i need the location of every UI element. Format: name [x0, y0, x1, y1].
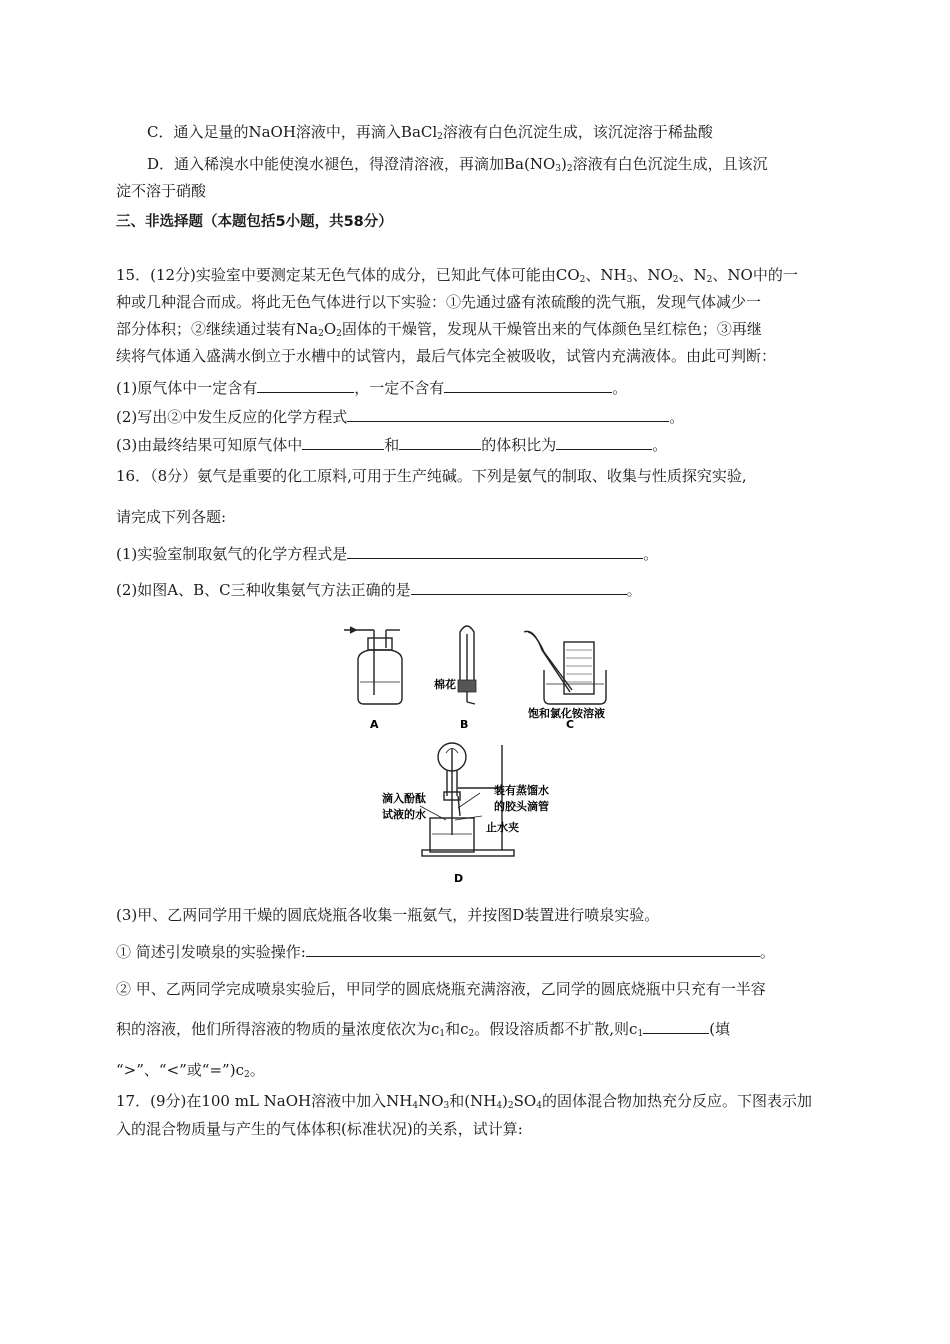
q15-line3: 部分体积；②继续通过装有$Na_2O_2$固体的干燥管，发现从干燥管出来的气体颜色呈红棕色；③再继: [116, 320, 762, 339]
option-d: D．通入稀溴水中能使溴水褪色，得澄清溶液，再滴加$Ba(NO_3)_2$溶液有白色沉淀生成，且该沉: [147, 155, 768, 174]
q16-part3: (3)甲、乙两同学用干燥的圆底烧瓶各收集一瓶氨气，并按图D装置进行喷泉实验。: [116, 906, 660, 924]
option-c: C．通入足量的NaOH溶液中，再滴入BaCl$_2$溶液有白色沉淀生成，该沉淀溶于稀盐酸: [147, 123, 713, 142]
q16-line2: 请完成下列各题:: [116, 508, 227, 526]
q15-part1: (1)原气体中一定含有 ，一定不含有 。: [116, 379, 628, 397]
clamp-label: 止水夹: [486, 821, 519, 834]
nh4cl-label: 饱和氯化铵溶液: [528, 707, 605, 720]
answer-blank[interactable]: [257, 377, 354, 393]
answer-blank[interactable]: [306, 941, 760, 957]
answer-blank[interactable]: [399, 434, 481, 450]
q16-part2: (2)如图A、B、C三种收集氨气方法正确的是 。: [116, 581, 642, 599]
answer-blank[interactable]: [444, 377, 612, 393]
apparatus-figure: [330, 620, 630, 890]
q15-line2: 种或几种混合而成。将此无色气体进行以下实验：①先通过盛有浓硫酸的洗气瓶，发现气体减少一: [116, 293, 762, 311]
cotton-label: 棉花: [434, 678, 456, 691]
q16-part1: (1)实验室制取氨气的化学方程式是 。: [116, 545, 659, 563]
q17-line1: 17．(9分)在100 mL NaOH溶液中加入$NH_4NO_3$和$(NH_4)_2SO_4$的固体混合物加热充分反应。下图表示加: [116, 1092, 812, 1111]
q15-line4: 续将气体通入盛满水倒立于水槽中的试管内，最后气体完全被吸收，试管内充满液体。由此可判断：: [116, 347, 777, 365]
q15-line1: 15．(12分)实验室中要测定某无色气体的成分，已知此气体可能由$CO_2$、$NH_3$、$NO_2$、$N_2$、NO中的一: [116, 266, 798, 285]
answer-blank[interactable]: [347, 406, 669, 422]
label-d: D: [454, 872, 464, 885]
q16-part3-1: ① 简述引发喷泉的实验操作: 。: [116, 943, 775, 961]
bottle-a-apparatus: [344, 627, 402, 704]
q15-part3: (3)由最终结果可知原气体中 和 的体积比为 。: [116, 436, 668, 454]
q16-part3-2-end: “>”、“<”或“$=”)c_2$。: [116, 1061, 265, 1080]
q15-part2: (2)写出②中发生反应的化学方程式 。: [116, 408, 685, 426]
q16-part3-2-cont: 积的溶液，他们所得溶液的物质的量浓度依次为$c_1$和$c_2$。假设溶质都不扩散,则$c_1$ (填: [116, 1020, 731, 1039]
answer-blank[interactable]: [411, 579, 627, 595]
answer-blank[interactable]: [556, 434, 652, 450]
q17-line2: 入的混合物质量与产生的气体体积(标准状况)的关系，试计算:: [116, 1120, 523, 1138]
phenol-label-1: 滴入酚酞: [382, 792, 426, 805]
q16-line1: 16．（8分）氨气是重要的化工原料,可用于生产纯碱。下列是氨气的制取、收集与性质探究实验,: [116, 467, 747, 485]
dropper-label-1: 装有蒸馏水: [494, 784, 549, 797]
label-a: A: [370, 718, 379, 731]
answer-blank[interactable]: [643, 1018, 709, 1034]
option-d-cont: 淀不溶于硝酸: [116, 182, 207, 200]
q16-part3-2: ② 甲、乙两同学完成喷泉实验后，甲同学的圆底烧瓶充满溶液，乙同学的圆底烧瓶中只充有一半容: [116, 980, 766, 998]
beaker-c-apparatus: [524, 631, 606, 704]
answer-blank[interactable]: [347, 543, 643, 559]
dropper-label-2: 的胶头滴管: [494, 800, 549, 813]
section-heading: 三、非选择题（本题包括5小题，共58分）: [116, 214, 393, 230]
answer-blank[interactable]: [302, 434, 384, 450]
label-b: B: [460, 718, 469, 731]
tube-b-apparatus: [458, 626, 476, 704]
label-c: C: [566, 718, 575, 731]
phenol-label-2: 试液的水: [382, 808, 426, 821]
